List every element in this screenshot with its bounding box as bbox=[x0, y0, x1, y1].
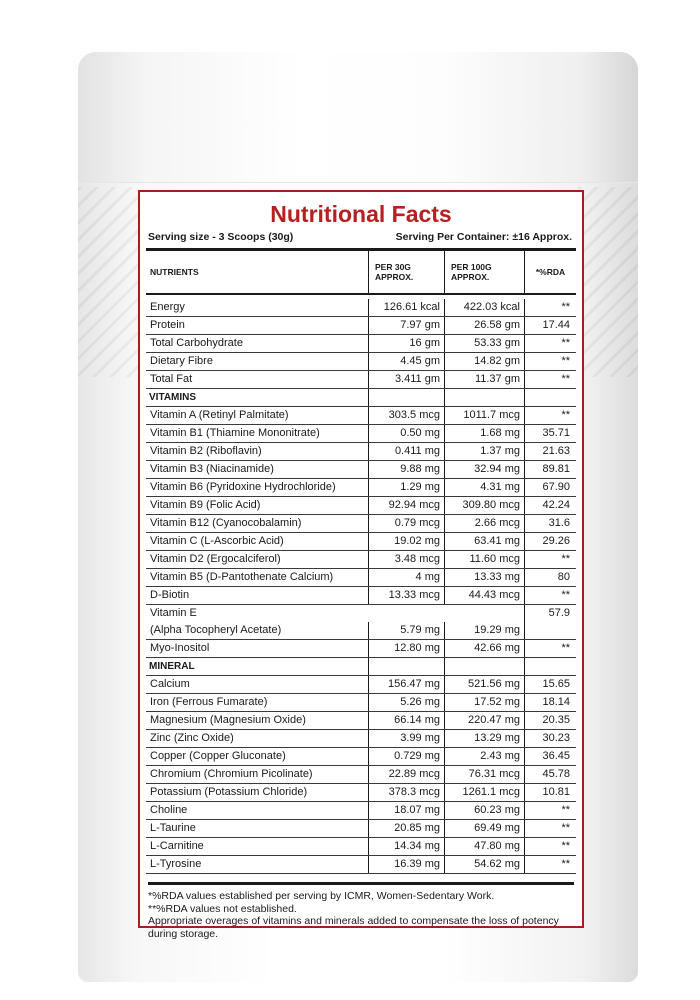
value-per-30g: 14.34 mg bbox=[368, 838, 444, 855]
nutrient-name bbox=[146, 551, 368, 568]
nutrient-name bbox=[146, 407, 368, 424]
value-per-100g: 1.68 mg bbox=[444, 425, 524, 442]
value-per-30g: 5.79 mg bbox=[368, 622, 444, 639]
value-per-30g: 18.07 mg bbox=[368, 802, 444, 819]
nutrient-name-line: Magnesium (Magnesium Oxide) bbox=[150, 714, 306, 726]
nutrient-name-line: Vitamin B12 (Cyanocobalamin) bbox=[150, 517, 302, 529]
value-rda: ** bbox=[524, 299, 576, 316]
value-rda: 45.78 bbox=[524, 766, 576, 783]
value-rda: ** bbox=[524, 587, 576, 604]
nutrient-name bbox=[146, 443, 368, 460]
value-per-100g: 14.82 gm bbox=[444, 353, 524, 370]
value-per-100g: 32.94 mg bbox=[444, 461, 524, 478]
value-per-100g: 1.37 mg bbox=[444, 443, 524, 460]
table-row bbox=[146, 479, 576, 497]
value-per-30g: 9.88 mg bbox=[368, 461, 444, 478]
value-per-100g: 47.80 mg bbox=[444, 838, 524, 855]
header-per-100g bbox=[444, 251, 524, 293]
value-rda: ** bbox=[524, 407, 576, 424]
value-per-100g: 13.33 mg bbox=[444, 569, 524, 586]
nutrient-name bbox=[146, 353, 368, 370]
value-rda: 89.81 bbox=[524, 461, 576, 478]
value-per-100g: 11.60 mcg bbox=[444, 551, 524, 568]
table-row bbox=[146, 371, 576, 389]
nutrient-name-line: Vitamin A (Retinyl Palmitate) bbox=[150, 409, 289, 421]
value-per-100g: 521.56 mg bbox=[444, 676, 524, 693]
value-per-30g: 0.50 mg bbox=[368, 425, 444, 442]
value-per-100g: 1011.7 mcg bbox=[444, 407, 524, 424]
nutrient-table-body bbox=[140, 295, 582, 874]
value-per-30g: 0.411 mg bbox=[368, 443, 444, 460]
value-per-30g: 303.5 mcg bbox=[368, 407, 444, 424]
value-per-30g: 126.61 kcal bbox=[368, 299, 444, 316]
nutrient-name-line: Vitamin B3 (Niacinamide) bbox=[150, 463, 274, 475]
value-rda: ** bbox=[524, 820, 576, 837]
value-per-100g: 60.23 mg bbox=[444, 802, 524, 819]
nutrient-name bbox=[146, 569, 368, 586]
table-row bbox=[146, 587, 576, 605]
header-rda: *%RDA bbox=[524, 251, 576, 293]
decorative-stripes-left bbox=[78, 187, 138, 377]
value-per-100g: 69.49 mg bbox=[444, 820, 524, 837]
value-per-100g: 26.58 gm bbox=[444, 317, 524, 334]
table-row bbox=[146, 533, 576, 551]
header-per-100g-line1: PER 100G bbox=[451, 262, 492, 272]
nutrient-name bbox=[146, 425, 368, 442]
value-per-30g: 4.45 gm bbox=[368, 353, 444, 370]
value-per-100g: 53.33 gm bbox=[444, 335, 524, 352]
value-rda: 10.81 bbox=[524, 784, 576, 801]
nutrient-name-line: Vitamin B9 (Folic Acid) bbox=[150, 499, 261, 511]
nutrient-name-line: Vitamin C (L-Ascorbic Acid) bbox=[150, 535, 284, 547]
value-per-100g: 17.52 mg bbox=[444, 694, 524, 711]
value-rda: 67.90 bbox=[524, 479, 576, 496]
value-per-30g: 16 gm bbox=[368, 335, 444, 352]
nutrient-name bbox=[146, 497, 368, 514]
nutrient-name-line: Zinc (Zinc Oxide) bbox=[150, 732, 234, 744]
value-rda: ** bbox=[524, 802, 576, 819]
empty-cell bbox=[524, 658, 576, 675]
value-per-100g: 2.43 mg bbox=[444, 748, 524, 765]
value-per-100g: 309.80 mcg bbox=[444, 497, 524, 514]
nutrient-name bbox=[146, 317, 368, 334]
table-row bbox=[146, 856, 576, 874]
value-rda: 15.65 bbox=[524, 676, 576, 693]
nutrient-name bbox=[146, 748, 368, 765]
nutrient-name-line: D-Biotin bbox=[150, 589, 190, 601]
serving-info bbox=[140, 228, 582, 246]
nutrient-name bbox=[146, 587, 368, 604]
nutrient-name bbox=[146, 605, 368, 639]
value-per-30g: 13.33 mcg bbox=[368, 587, 444, 604]
value-rda: ** bbox=[524, 856, 576, 873]
table-row bbox=[146, 730, 576, 748]
nutrient-name bbox=[146, 335, 368, 352]
table-row bbox=[146, 551, 576, 569]
value-rda: 80 bbox=[524, 569, 576, 586]
value-rda: 31.6 bbox=[524, 515, 576, 532]
nutrient-name bbox=[146, 766, 368, 783]
table-row bbox=[146, 569, 576, 587]
nutrient-name-line: (Alpha Tocopheryl Acetate) bbox=[150, 624, 282, 636]
table-row bbox=[146, 515, 576, 533]
footnote-rda-source: *%RDA values established per serving by ICMR, Women-Sedentary Work. bbox=[148, 890, 495, 902]
nutrient-name-line: Dietary Fibre bbox=[150, 355, 213, 367]
panel-title: Nutritional Facts bbox=[270, 201, 452, 227]
nutrient-name-line: Vitamin B5 (D-Pantothenate Calcium) bbox=[150, 571, 334, 583]
nutrient-name-line: Myo-Inositol bbox=[150, 642, 210, 654]
table-row bbox=[146, 820, 576, 838]
nutrient-name-line: Iron (Ferrous Fumarate) bbox=[150, 696, 268, 708]
table-row bbox=[146, 335, 576, 353]
nutrient-name bbox=[146, 533, 368, 550]
value-per-30g: 1.29 mg bbox=[368, 479, 444, 496]
table-row bbox=[146, 676, 576, 694]
value-per-100g: 11.37 gm bbox=[444, 371, 524, 388]
nutrient-name bbox=[146, 694, 368, 711]
nutrient-name-line: L-Taurine bbox=[150, 822, 196, 834]
nutrient-name-line: Total Carbohydrate bbox=[150, 337, 243, 349]
value-per-30g: 22.89 mcg bbox=[368, 766, 444, 783]
nutrient-name-line: Vitamin E bbox=[150, 607, 197, 619]
section-heading bbox=[146, 389, 576, 407]
value-rda: 30.23 bbox=[524, 730, 576, 747]
value-per-100g: 63.41 mg bbox=[444, 533, 524, 550]
table-row bbox=[146, 605, 576, 640]
nutrient-name bbox=[146, 479, 368, 496]
value-per-100g: 220.47 mg bbox=[444, 712, 524, 729]
value-per-30g: 3.411 gm bbox=[368, 371, 444, 388]
nutrient-name bbox=[146, 856, 368, 873]
nutrient-name bbox=[146, 461, 368, 478]
value-per-30g: 16.39 mg bbox=[368, 856, 444, 873]
nutrient-name-line: Vitamin D2 (Ergocalciferol) bbox=[150, 553, 281, 565]
nutrient-name-line: Energy bbox=[150, 301, 185, 313]
value-per-100g: 4.31 mg bbox=[444, 479, 524, 496]
table-row bbox=[146, 443, 576, 461]
servings-per-container: Serving Per Container: ±16 Approx. bbox=[395, 231, 572, 243]
nutrient-name-line: Total Fat bbox=[150, 373, 193, 385]
table-header bbox=[146, 251, 576, 295]
value-per-30g: 0.729 mg bbox=[368, 748, 444, 765]
table-row bbox=[146, 748, 576, 766]
nutrient-name bbox=[146, 676, 368, 693]
value-per-30g: 66.14 mg bbox=[368, 712, 444, 729]
nutrient-name bbox=[146, 299, 368, 316]
header-per-100g-line2: APPROX. bbox=[451, 272, 490, 282]
value-per-30g: 156.47 mg bbox=[368, 676, 444, 693]
empty-cell bbox=[444, 658, 524, 675]
container-lid bbox=[78, 52, 638, 183]
value-per-30g: 3.48 mcg bbox=[368, 551, 444, 568]
value-per-100g: 19.29 mg bbox=[444, 622, 524, 639]
nutrient-name-line: L-Tyrosine bbox=[150, 858, 202, 870]
value-per-30g: 3.99 mg bbox=[368, 730, 444, 747]
value-rda: 20.35 bbox=[524, 712, 576, 729]
table-row bbox=[146, 640, 576, 658]
nutrient-name-line: Vitamin B6 (Pyridoxine Hydrochloride) bbox=[150, 481, 336, 493]
nutrient-name bbox=[146, 712, 368, 729]
empty-cell bbox=[368, 658, 444, 675]
empty-cell bbox=[444, 389, 524, 406]
value-per-30g: 4 mg bbox=[368, 569, 444, 586]
value-per-30g: 7.97 gm bbox=[368, 317, 444, 334]
value-per-30g: 5.26 mg bbox=[368, 694, 444, 711]
value-per-30g: 12.80 mg bbox=[368, 640, 444, 657]
value-per-30g: 92.94 mcg bbox=[368, 497, 444, 514]
nutrient-name bbox=[146, 730, 368, 747]
table-row bbox=[146, 694, 576, 712]
value-rda: ** bbox=[524, 551, 576, 568]
table-row bbox=[146, 407, 576, 425]
table-row bbox=[146, 784, 576, 802]
value-per-100g: 54.62 mg bbox=[444, 856, 524, 873]
value-per-100g: 42.66 mg bbox=[444, 640, 524, 657]
section-heading bbox=[146, 658, 576, 676]
value-rda: 18.14 bbox=[524, 694, 576, 711]
nutrient-name bbox=[146, 371, 368, 388]
nutrient-name-line: L-Carnitine bbox=[150, 840, 204, 852]
decorative-stripes-right bbox=[578, 187, 638, 377]
value-per-30g: 0.79 mcg bbox=[368, 515, 444, 532]
nutrient-name bbox=[146, 838, 368, 855]
value-per-100g: 13.29 mg bbox=[444, 730, 524, 747]
table-row bbox=[146, 712, 576, 730]
value-per-100g: 76.31 mcg bbox=[444, 766, 524, 783]
value-per-30g: 378.3 mcg bbox=[368, 784, 444, 801]
value-rda: ** bbox=[524, 640, 576, 657]
value-rda: ** bbox=[524, 335, 576, 352]
table-row bbox=[146, 497, 576, 515]
nutrient-name-line: Vitamin B2 (Riboflavin) bbox=[150, 445, 262, 457]
table-row bbox=[146, 317, 576, 335]
value-rda: 42.24 bbox=[524, 497, 576, 514]
table-row bbox=[146, 766, 576, 784]
value-per-100g: 422.03 kcal bbox=[444, 299, 524, 316]
value-per-100g: 2.66 mcg bbox=[444, 515, 524, 532]
nutrient-name bbox=[146, 784, 368, 801]
nutrient-name-line: Copper (Copper Gluconate) bbox=[150, 750, 286, 762]
value-per-100g: 1261.1 mcg bbox=[444, 784, 524, 801]
value-per-100g: 44.43 mcg bbox=[444, 587, 524, 604]
empty-cell bbox=[368, 389, 444, 406]
value-rda: 17.44 bbox=[524, 317, 576, 334]
section-label: MINERAL bbox=[149, 661, 195, 672]
nutrition-facts-panel bbox=[138, 190, 584, 940]
value-per-30g: 19.02 mg bbox=[368, 533, 444, 550]
nutrient-name bbox=[146, 820, 368, 837]
serving-size: Serving size - 3 Scoops (30g) bbox=[148, 231, 294, 243]
section-label: VITAMINS bbox=[149, 392, 197, 403]
header-per-30g-line2: APPROX. bbox=[375, 272, 414, 282]
nutrient-name-line: Potassium (Potassium Chloride) bbox=[150, 786, 308, 798]
nutrient-name-line: Protein bbox=[150, 319, 185, 331]
table-row bbox=[146, 353, 576, 371]
table-row bbox=[146, 838, 576, 856]
footnotes bbox=[148, 882, 574, 940]
nutrient-name-line: Choline bbox=[150, 804, 188, 816]
value-rda: 29.26 bbox=[524, 533, 576, 550]
value-per-30g: 20.85 mg bbox=[368, 820, 444, 837]
header-per-30g-line1: PER 30G bbox=[375, 262, 411, 272]
value-rda: 36.45 bbox=[524, 748, 576, 765]
empty-cell bbox=[524, 389, 576, 406]
nutrient-name-line: Calcium bbox=[150, 678, 190, 690]
value-rda: ** bbox=[524, 371, 576, 388]
header-nutrients: NUTRIENTS bbox=[150, 267, 199, 277]
table-row bbox=[146, 461, 576, 479]
nutrient-name-line: Vitamin B1 (Thiamine Mononitrate) bbox=[150, 427, 320, 439]
footnote-rda-not-established: **%RDA values not established. bbox=[148, 902, 297, 915]
value-rda: 57.9 bbox=[524, 605, 576, 639]
nutrient-name bbox=[146, 802, 368, 819]
value-rda: 21.63 bbox=[524, 443, 576, 460]
footnote-overages: Appropriate overages of vitamins and minerals added to compensate the loss of potency during storage. bbox=[148, 915, 559, 940]
value-rda: ** bbox=[524, 353, 576, 370]
nutrient-name-line: Chromium (Chromium Picolinate) bbox=[150, 768, 313, 780]
table-row bbox=[146, 802, 576, 820]
table-row bbox=[146, 299, 576, 317]
value-rda: ** bbox=[524, 838, 576, 855]
value-rda: 35.71 bbox=[524, 425, 576, 442]
header-per-30g bbox=[368, 251, 444, 293]
nutrient-name bbox=[146, 640, 368, 657]
table-row bbox=[146, 425, 576, 443]
nutrient-name bbox=[146, 515, 368, 532]
